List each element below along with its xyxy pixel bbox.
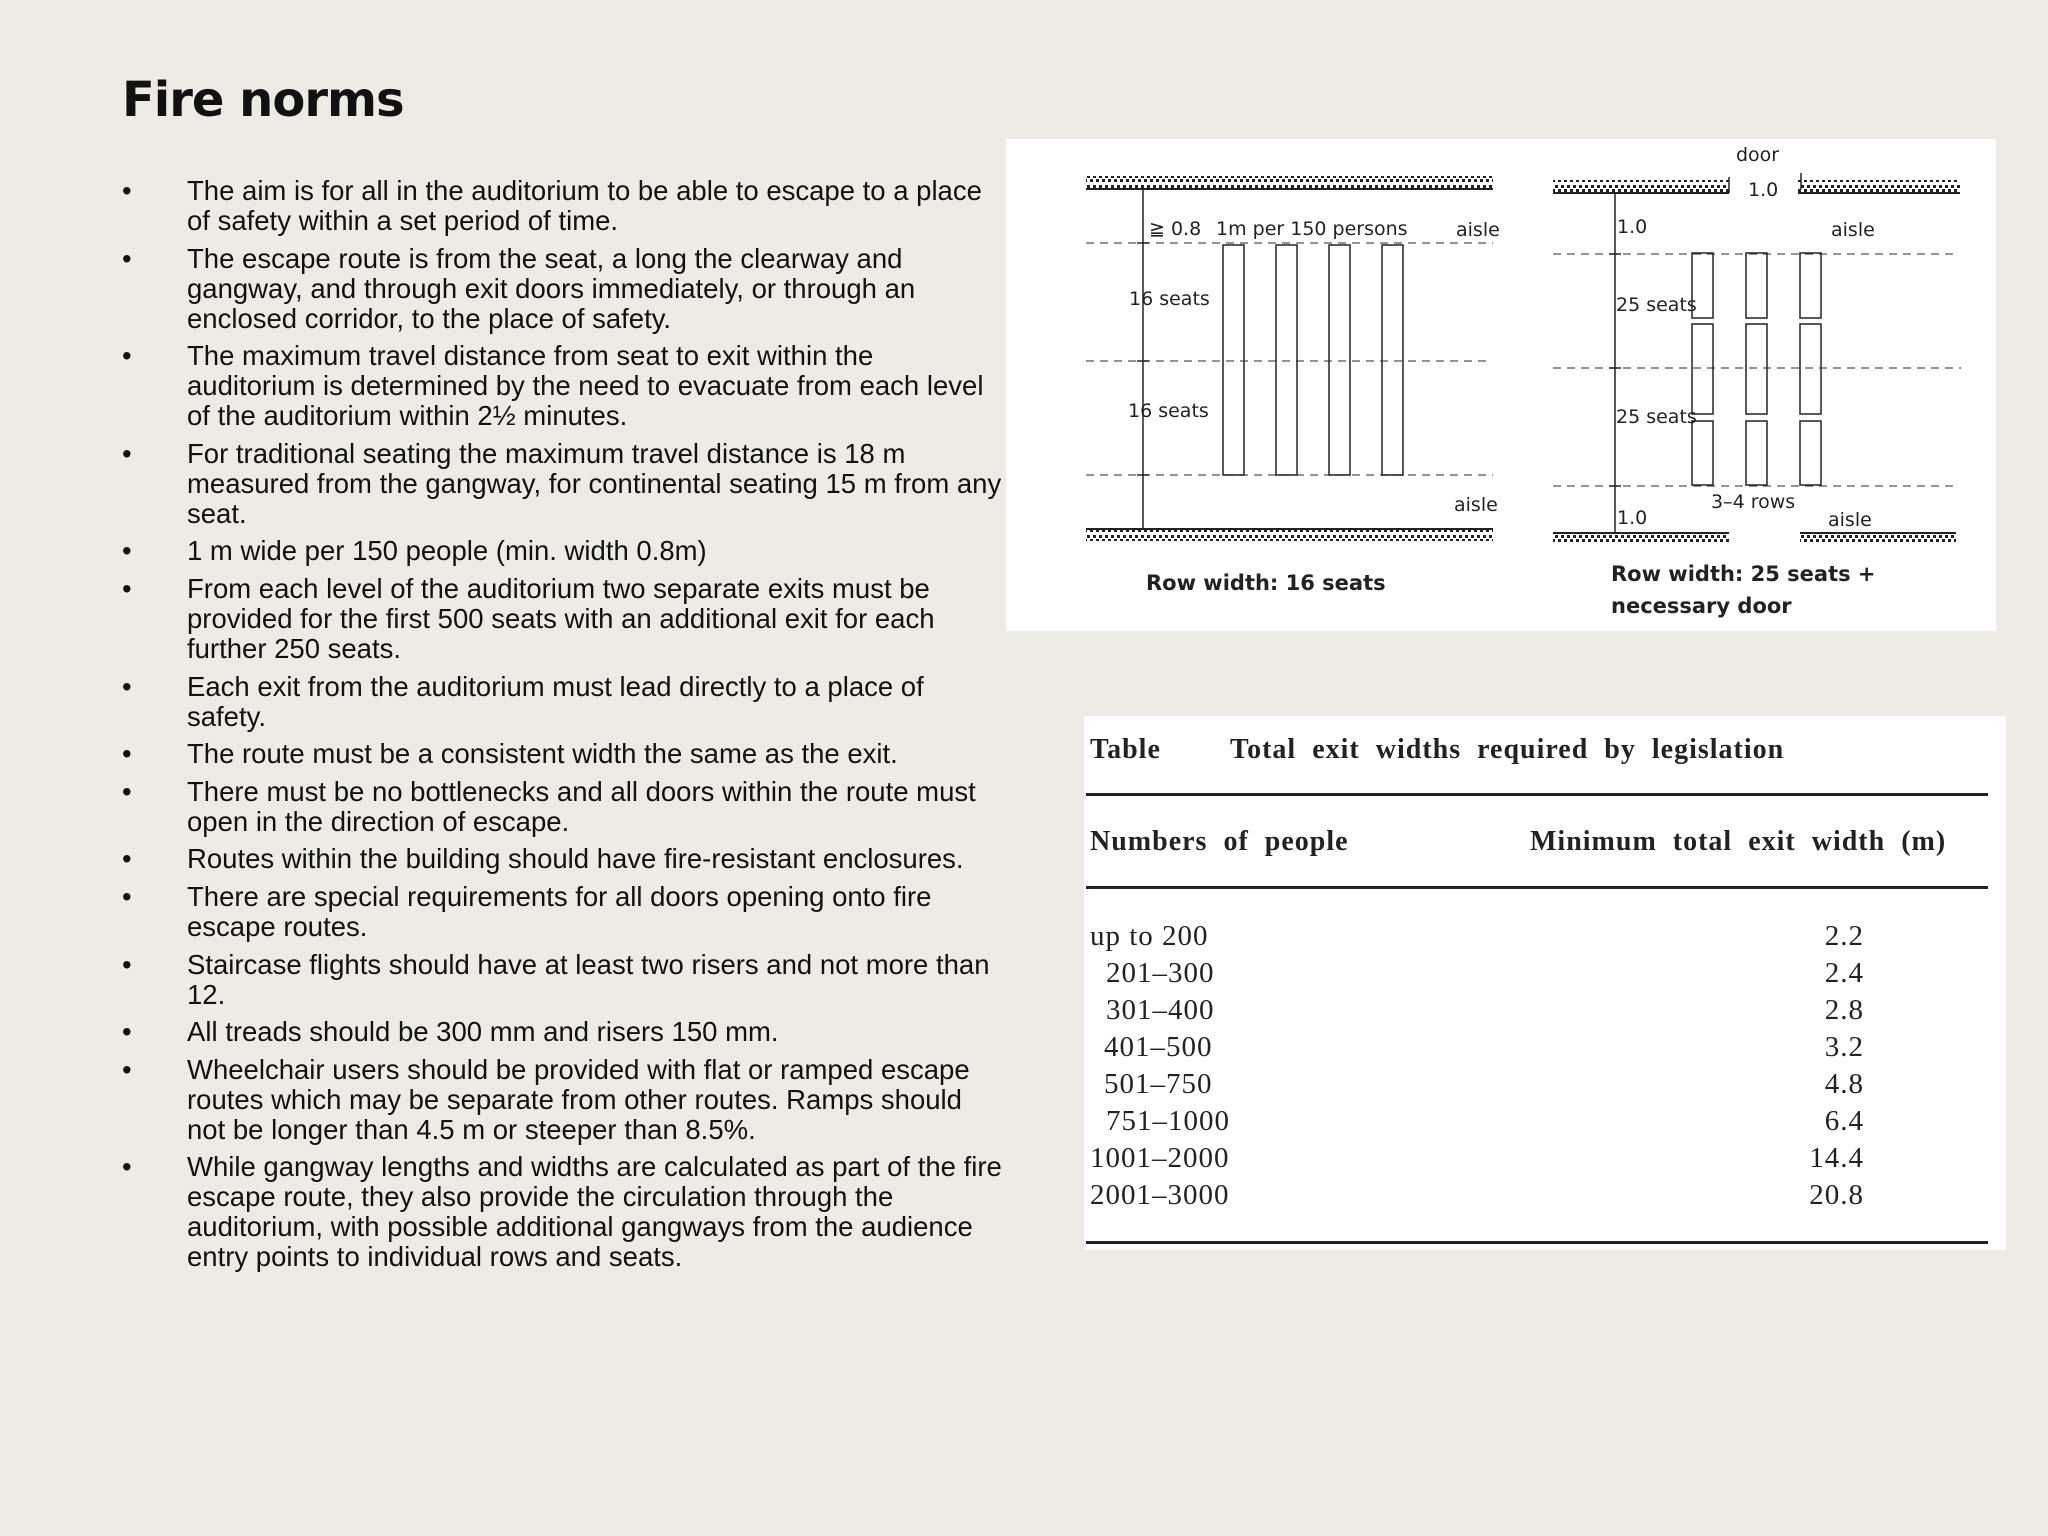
width-label: 1.0: [1617, 507, 1648, 529]
seat-block: [1800, 421, 1821, 485]
seat-block: [1800, 253, 1821, 318]
diagram-caption-left: Row width: 16 seats: [1146, 571, 1386, 595]
seat-row: [1223, 245, 1244, 475]
bullet-item: • The escape route is from the seat, a long the clearway and gangway, and through exit doors immediately, or through an enclosed corridor, to the place of safety.: [122, 244, 1007, 334]
people-cell: 751–1000: [1106, 1105, 1230, 1137]
page-title: Fire norms: [122, 72, 404, 128]
bullet-item: • There are special requirements for all doors opening onto fire escape routes.: [122, 882, 1007, 942]
min-width-label: ≧ 0.8: [1149, 218, 1202, 240]
people-cell: 201–300: [1106, 957, 1215, 989]
wall-bottom: [1800, 533, 1956, 545]
wall-top: [1798, 180, 1960, 192]
bullet-item: • All treads should be 300 mm and risers 150 mm.: [122, 1017, 1007, 1047]
seat-row: [1276, 245, 1297, 475]
seating-diagram-svg: [1006, 139, 1996, 631]
table-row: [1084, 957, 2006, 994]
width-cell: 2.8: [1824, 994, 1864, 1026]
table-row: [1084, 994, 2006, 1031]
seat-block: [1746, 421, 1767, 485]
width-cell: 2.4: [1824, 957, 1864, 989]
diagram-caption-right: necessary door: [1611, 594, 1792, 618]
width-cell: 2.2: [1824, 920, 1864, 952]
row-width-25-plan: [1553, 144, 1961, 618]
bullet-item: • Each exit from the auditorium must lead directly to a place of safety.: [122, 672, 1007, 732]
door-width-label: 1.0: [1748, 179, 1779, 201]
table-row: [1084, 920, 2006, 957]
diagram-caption-right: Row width: 25 seats +: [1611, 562, 1876, 586]
width-cell: 6.4: [1824, 1105, 1864, 1137]
seat-row: [1382, 245, 1403, 475]
bullet-item: • 1 m wide per 150 people (min. width 0.8m): [122, 536, 1007, 566]
bullet-item: • Wheelchair users should be provided with flat or ramped escape routes which may be separate from other routes. Ramps should not be longer than 4.5 m or steeper than 8.5%.: [122, 1055, 1007, 1145]
aisle-label: aisle: [1828, 509, 1872, 531]
width-cell: 3.2: [1824, 1031, 1864, 1063]
table-row: [1084, 1068, 2006, 1105]
bullet-item: • Staircase flights should have at least two risers and not more than 12.: [122, 950, 1007, 1010]
people-cell: 301–400: [1106, 994, 1215, 1026]
people-cell: 1001–2000: [1090, 1142, 1230, 1174]
seat-block: [1692, 324, 1713, 414]
bullet-item: • While gangway lengths and widths are calculated as part of the fire escape route, they also provide the circulation through the auditorium, with possible additional gangways from the audience entry points to individual rows and seats.: [122, 1152, 1007, 1272]
seat-row: [1329, 245, 1350, 475]
seats-label: 16 seats: [1128, 400, 1209, 422]
bullet-list: [122, 176, 1007, 1280]
people-cell: 401–500: [1104, 1031, 1213, 1063]
table-rule: [1086, 1241, 1988, 1244]
people-cell: up to 200: [1090, 920, 1209, 952]
column-header-people: Numbers of people: [1090, 826, 1349, 857]
people-cell: 2001–3000: [1090, 1179, 1230, 1211]
table-row: [1084, 1031, 2006, 1068]
seat-block: [1746, 253, 1767, 318]
width-cell: 4.8: [1824, 1068, 1864, 1100]
wall-top: [1553, 180, 1729, 192]
per-persons-label: 1m per 150 persons: [1216, 218, 1408, 240]
table-rule: [1086, 886, 1988, 889]
wall-bottom: [1553, 533, 1729, 545]
table-label: Table: [1090, 734, 1161, 765]
seats-label: 25 seats: [1616, 406, 1697, 428]
bullet-item: • From each level of the auditorium two separate exits must be provided for the first 500 seats with an additional exit for each further 250 seats.: [122, 574, 1007, 664]
table-caption: Total exit widths required by legislation: [1230, 734, 1785, 765]
column-header-width: Minimum total exit width (m): [1530, 826, 1947, 857]
row-width-16-plan: [1086, 176, 1500, 595]
bullet-item: • The route must be a consistent width the same as the exit.: [122, 739, 1007, 769]
table-rule: [1086, 793, 1988, 796]
aisle-label: aisle: [1454, 494, 1498, 516]
seats-label: 25 seats: [1616, 294, 1697, 316]
width-cell: 14.4: [1809, 1142, 1864, 1174]
seat-block: [1692, 421, 1713, 485]
seat-block: [1800, 324, 1821, 414]
seat-block: [1746, 324, 1767, 414]
bullet-item: • The maximum travel distance from seat to exit within the auditorium is determined by the need to evacuate from each level of the auditorium within 2½ minutes.: [122, 341, 1007, 431]
table-row: [1084, 1142, 2006, 1179]
aisle-label: aisle: [1456, 219, 1500, 241]
table-row: [1084, 1179, 2006, 1216]
wall-top: [1086, 176, 1493, 188]
exit-width-table: [1084, 716, 2006, 1250]
wall-bottom: [1086, 529, 1493, 541]
seats-label: 16 seats: [1129, 288, 1210, 310]
table-row: [1084, 1105, 2006, 1142]
seating-diagram: [1006, 139, 1996, 631]
people-cell: 501–750: [1104, 1068, 1213, 1100]
bullet-item: • The aim is for all in the auditorium to be able to escape to a place of safety within a set period of time.: [122, 176, 1007, 236]
bullet-item: • For traditional seating the maximum travel distance is 18 m measured from the gangway, for continental seating 15 m from any seat.: [122, 439, 1007, 529]
bullet-item: • Routes within the building should have fire-resistant enclosures.: [122, 844, 1007, 874]
rows-label: 3–4 rows: [1711, 491, 1796, 513]
bullet-item: • There must be no bottlenecks and all doors within the route must open in the direction of escape.: [122, 777, 1007, 837]
table-title: [1090, 734, 1784, 766]
width-cell: 20.8: [1809, 1179, 1864, 1211]
aisle-label: aisle: [1831, 219, 1875, 241]
door-label: door: [1736, 144, 1780, 166]
width-label: 1.0: [1617, 216, 1648, 238]
